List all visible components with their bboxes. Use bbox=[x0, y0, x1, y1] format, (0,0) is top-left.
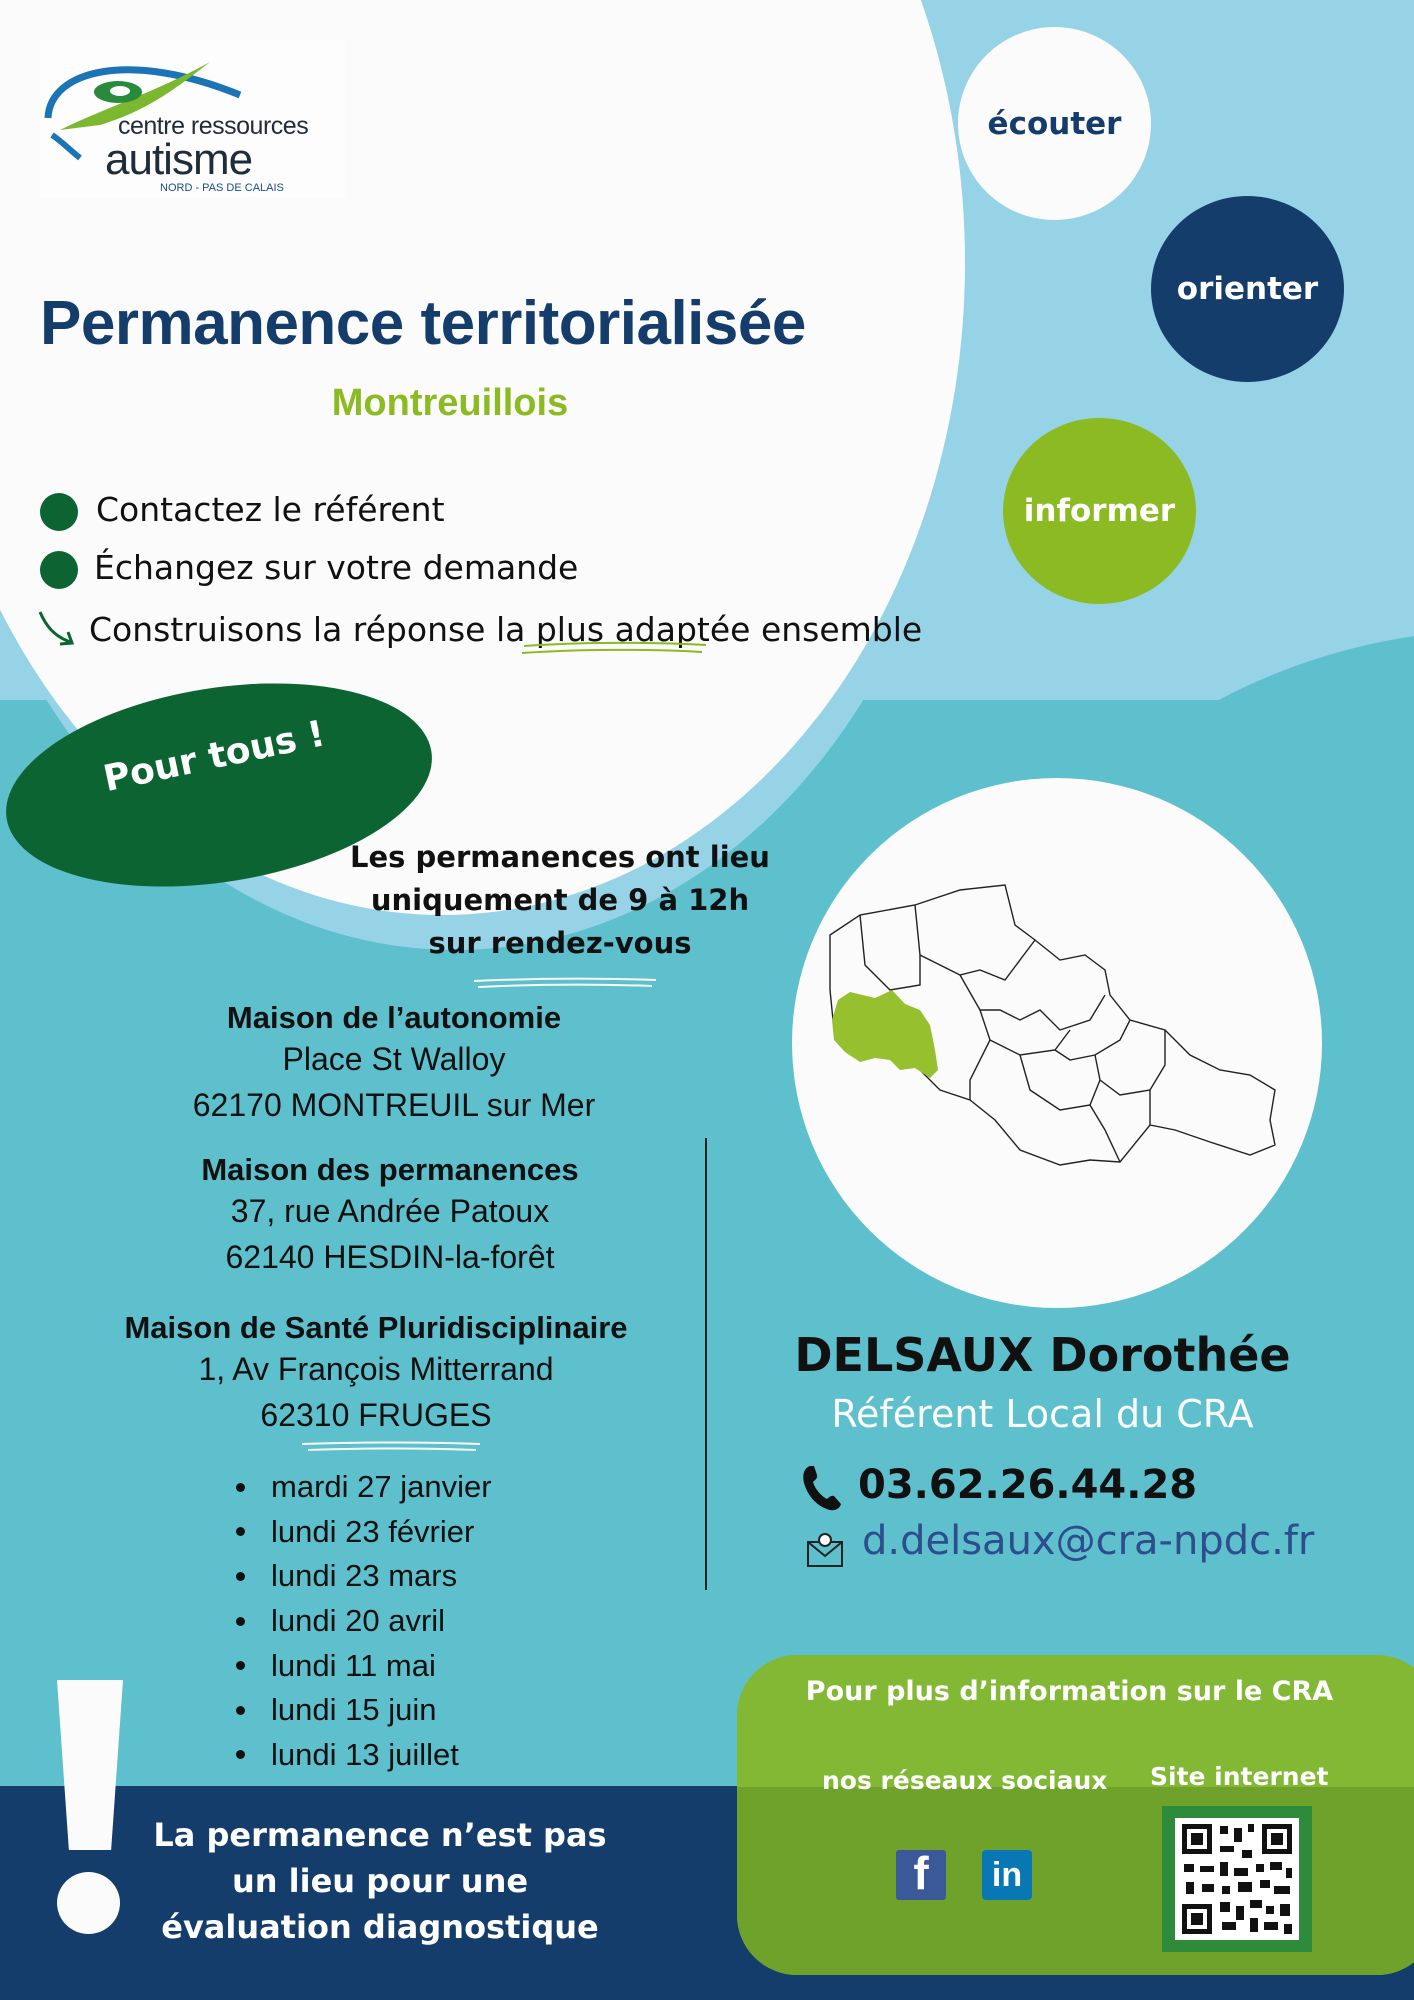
list-item: lundi 15 juin bbox=[232, 1688, 492, 1733]
email-link[interactable]: d.delsaux@cra-npdc.fr bbox=[862, 1518, 1315, 1564]
location-name: Maison de l’autonomie bbox=[226, 1000, 562, 1035]
qr-code-icon[interactable] bbox=[1162, 1806, 1312, 1952]
list-item: lundi 13 juillet bbox=[232, 1733, 492, 1778]
step-exchange: Échangez sur votre demande bbox=[94, 548, 579, 587]
logo-line2: autisme bbox=[105, 135, 253, 184]
step-build: Construisons la réponse la plus adaptée ensemble bbox=[89, 610, 923, 649]
warning-text bbox=[150, 1812, 610, 1950]
social-label: nos réseaux sociaux bbox=[822, 1766, 1108, 1795]
circle-informer: informer bbox=[1003, 418, 1196, 604]
location-street: 37, rue Andrée Patoux bbox=[230, 1193, 550, 1229]
list-item: lundi 23 mars bbox=[232, 1554, 492, 1599]
info-panel-lower bbox=[737, 1787, 1414, 1975]
bullet-dot-icon bbox=[40, 493, 78, 531]
permanence-line: sur rendez-vous bbox=[428, 926, 692, 960]
location-name: Maison des permanences bbox=[201, 1152, 579, 1187]
permanence-line: uniquement de 9 à 12h bbox=[370, 883, 750, 917]
highlight-underline bbox=[520, 640, 710, 660]
circle-orienter: orienter bbox=[1151, 196, 1344, 382]
logo-line1: centre ressources bbox=[118, 112, 309, 140]
page-title: Permanence territorialisée bbox=[40, 289, 806, 358]
warning-line: un lieu pour une bbox=[231, 1862, 529, 1900]
location-name: Maison de Santé Pluridisciplinaire bbox=[124, 1310, 628, 1345]
location-city: 62310 FRUGES bbox=[260, 1397, 492, 1433]
list-item: lundi 23 février bbox=[232, 1510, 492, 1555]
referent-name: DELSAUX Dorothée bbox=[794, 1328, 1291, 1382]
arrow-down-right-icon bbox=[36, 608, 80, 648]
list-item: mardi 27 janvier bbox=[232, 1465, 492, 1510]
warning-line: La permanence n’est pas bbox=[153, 1816, 607, 1854]
divider bbox=[705, 1138, 707, 1590]
email-icon bbox=[805, 1530, 845, 1570]
warning-line: évaluation diagnostique bbox=[161, 1908, 599, 1946]
site-label: Site internet bbox=[1150, 1762, 1329, 1791]
location-permanences bbox=[30, 1152, 750, 1280]
permanence-line: Les permanences ont lieu bbox=[350, 840, 770, 874]
circle-ecouter: écouter bbox=[958, 27, 1151, 220]
location-street: Place St Walloy bbox=[282, 1041, 506, 1077]
location-autonomie bbox=[34, 1000, 754, 1128]
list-item: lundi 20 avril bbox=[232, 1599, 492, 1644]
address-underline bbox=[298, 1440, 484, 1456]
bullet-dot-icon bbox=[40, 551, 78, 589]
location-city: 62140 HESDIN-la-forêt bbox=[225, 1239, 555, 1275]
pour-tous-label: Pour tous ! bbox=[100, 713, 329, 801]
location-fruges bbox=[16, 1310, 736, 1438]
list-item: lundi 11 mai bbox=[232, 1643, 492, 1688]
info-panel-title: Pour plus d’information sur le CRA bbox=[805, 1676, 1334, 1707]
region-map-icon bbox=[820, 880, 1290, 1180]
phone-number[interactable]: 03.62.26.44.28 bbox=[858, 1462, 1198, 1508]
location-street: 1, Av François Mitterrand bbox=[198, 1351, 554, 1387]
location-city: 62170 MONTREUIL sur Mer bbox=[192, 1087, 596, 1123]
dates-list bbox=[232, 1465, 492, 1777]
step-contact: Contactez le référent bbox=[96, 490, 445, 529]
exclamation-dot-icon bbox=[57, 1872, 120, 1934]
linkedin-icon[interactable]: in bbox=[982, 1850, 1032, 1900]
permanence-hours bbox=[340, 836, 780, 965]
page-subtitle: Montreuillois bbox=[331, 382, 569, 424]
facebook-icon[interactable]: f bbox=[896, 1850, 946, 1900]
logo-line3: NORD - PAS DE CALAIS bbox=[160, 182, 284, 194]
hours-underline bbox=[470, 976, 660, 994]
phone-icon bbox=[800, 1463, 844, 1513]
referent-role: Référent Local du CRA bbox=[831, 1392, 1254, 1436]
